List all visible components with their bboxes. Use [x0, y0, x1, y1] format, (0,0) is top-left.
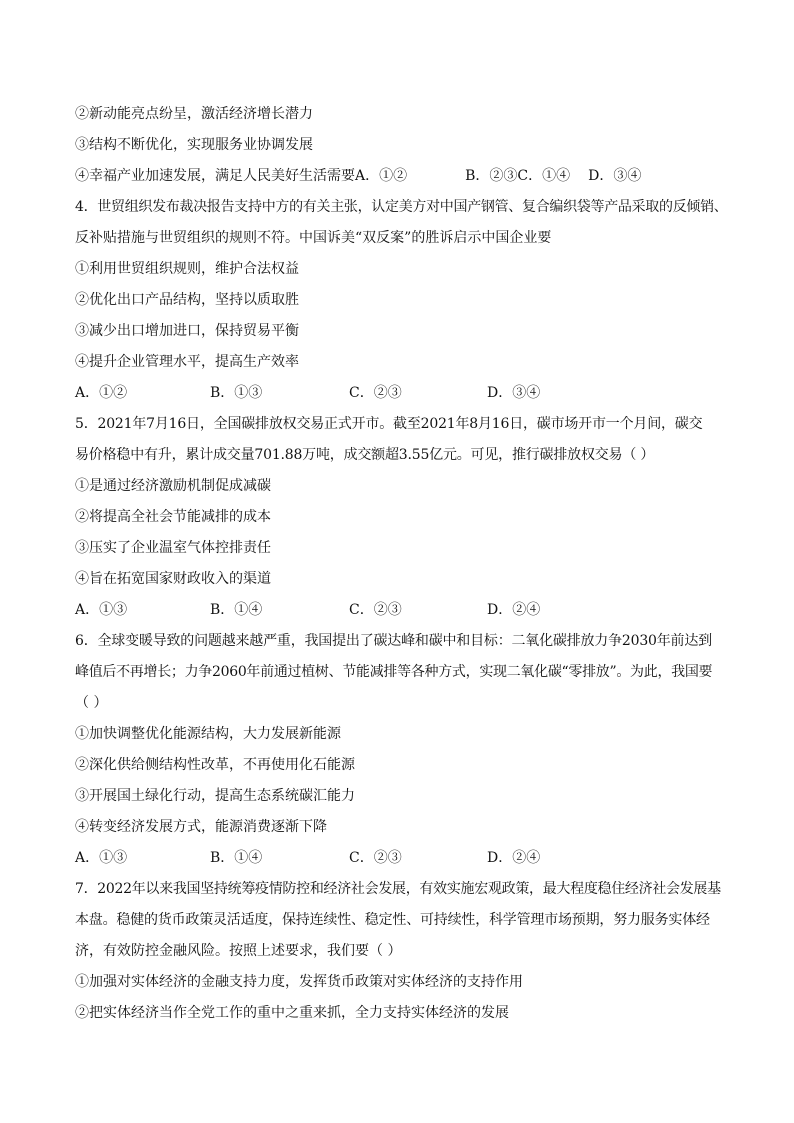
q6-choice-a: A．①③ — [75, 850, 128, 866]
q4-choices — [75, 383, 725, 403]
q3-option-4: ④幸福产业加速发展，满足人民美好生活需要 — [75, 168, 355, 184]
q5-choices — [75, 600, 725, 620]
q6-option-2: ②深化供给侧结构性改革，不再使用化石能源 — [75, 757, 355, 773]
q4-option-4: ④提升企业管理水平，提高生产效率 — [75, 354, 299, 370]
q4-choice-d: D．③④ — [487, 385, 541, 401]
q6-choices — [75, 848, 725, 868]
q3-option-2: ②新动能亮点纷呈，激活经济增长潜力 — [75, 106, 313, 122]
q4-option-1: ①利用世贸组织规则，维护合法权益 — [75, 261, 299, 277]
q4-option-3: ③减少出口增加进口，保持贸易平衡 — [75, 323, 299, 339]
q6-stem-line-3: （ ） — [75, 695, 108, 711]
q5-option-3: ③压实了企业温室气体控排责任 — [75, 540, 271, 556]
q4-option-2: ②优化出口产品结构，坚持以质取胜 — [75, 292, 299, 308]
q7-option-2: ②把实体经济当作全党工作的重中之重来抓，全力支持实体经济的发展 — [75, 1005, 509, 1021]
q6-option-3: ③开展国土绿化行动，提高生态系统碳汇能力 — [75, 788, 355, 804]
q3-option-3: ③结构不断优化，实现服务业协调发展 — [75, 137, 313, 153]
q4-choice-a: A．①② — [75, 385, 128, 401]
q6-choice-c: C．②③ — [349, 850, 402, 866]
q3-choice-b: B．②③ — [465, 168, 518, 184]
q6-option-1: ①加快调整优化能源结构，大力发展新能源 — [75, 726, 341, 742]
q6-option-4: ④转变经济发展方式，能源消费逐渐下降 — [75, 819, 327, 835]
q5-choice-a: A．①③ — [75, 602, 128, 618]
q6-stem-line-2: 峰值后不再增长；力争2060年前通过植树、节能减排等各种方式，实现二氧化碳“零排放”。为此，我国要 — [75, 664, 713, 680]
q6-choice-b: B．①④ — [210, 850, 263, 866]
q7-stem-line-1: 7．2022年以来我国坚持统筹疫情防控和经济社会发展，有效实施宏观政策，最大程度稳住经济社会发展基 — [75, 881, 721, 897]
q3-choice-a: A．①② — [355, 168, 408, 184]
q5-stem-line-1: 5．2021年7月16日，全国碳排放权交易正式开市。截至2021年8月16日，碳市场开市一个月间，碳交 — [75, 416, 703, 432]
q5-choice-c: C．②③ — [349, 602, 402, 618]
q7-stem-line-3: 济，有效防控金融风险。按照上述要求，我们要（ ） — [75, 943, 402, 959]
q4-stem-line-1: 4．世贸组织发布裁决报告支持中方的有关主张，认定美方对中国产钢管、复合编织袋等产品采取的反倾销、 — [75, 199, 728, 215]
q5-stem-line-2: 易价格稳中有升，累计成交量701.88万吨，成交额超3.55亿元。可见，推行碳排放权交易（ ） — [75, 447, 655, 463]
q5-option-1: ①是通过经济激励机制促成减碳 — [75, 478, 271, 494]
q3-option-4-with-choices — [75, 166, 725, 186]
q4-choice-c: C．②③ — [349, 385, 402, 401]
q4-stem-line-2: 反补贴措施与世贸组织的规则不符。中国诉美“双反案”的胜诉启示中国企业要 — [75, 230, 552, 246]
q5-choice-b: B．①④ — [210, 602, 263, 618]
q6-choice-d: D．②④ — [487, 850, 541, 866]
q5-option-4: ④旨在拓宽国家财政收入的渠道 — [75, 571, 271, 587]
q4-choice-b: B．①③ — [210, 385, 263, 401]
q7-option-1: ①加强对实体经济的金融支持力度，发挥货币政策对实体经济的支持作用 — [75, 974, 523, 990]
q7-stem-line-2: 本盘。稳健的货币政策灵活适度，保持连续性、稳定性、可持续性，科学管理市场预期，努力服务实体经 — [75, 912, 710, 928]
q5-choice-d: D．②④ — [487, 602, 541, 618]
q6-stem-line-1: 6．全球变暖导致的问题越来越严重，我国提出了碳达峰和碳中和目标：二氧化碳排放力争2030年前达到 — [75, 633, 712, 649]
q5-option-2: ②将提高全社会节能减排的成本 — [75, 509, 271, 525]
q3-choice-c: C．①④ — [517, 168, 571, 184]
q3-choice-d: D．③④ — [588, 168, 642, 184]
